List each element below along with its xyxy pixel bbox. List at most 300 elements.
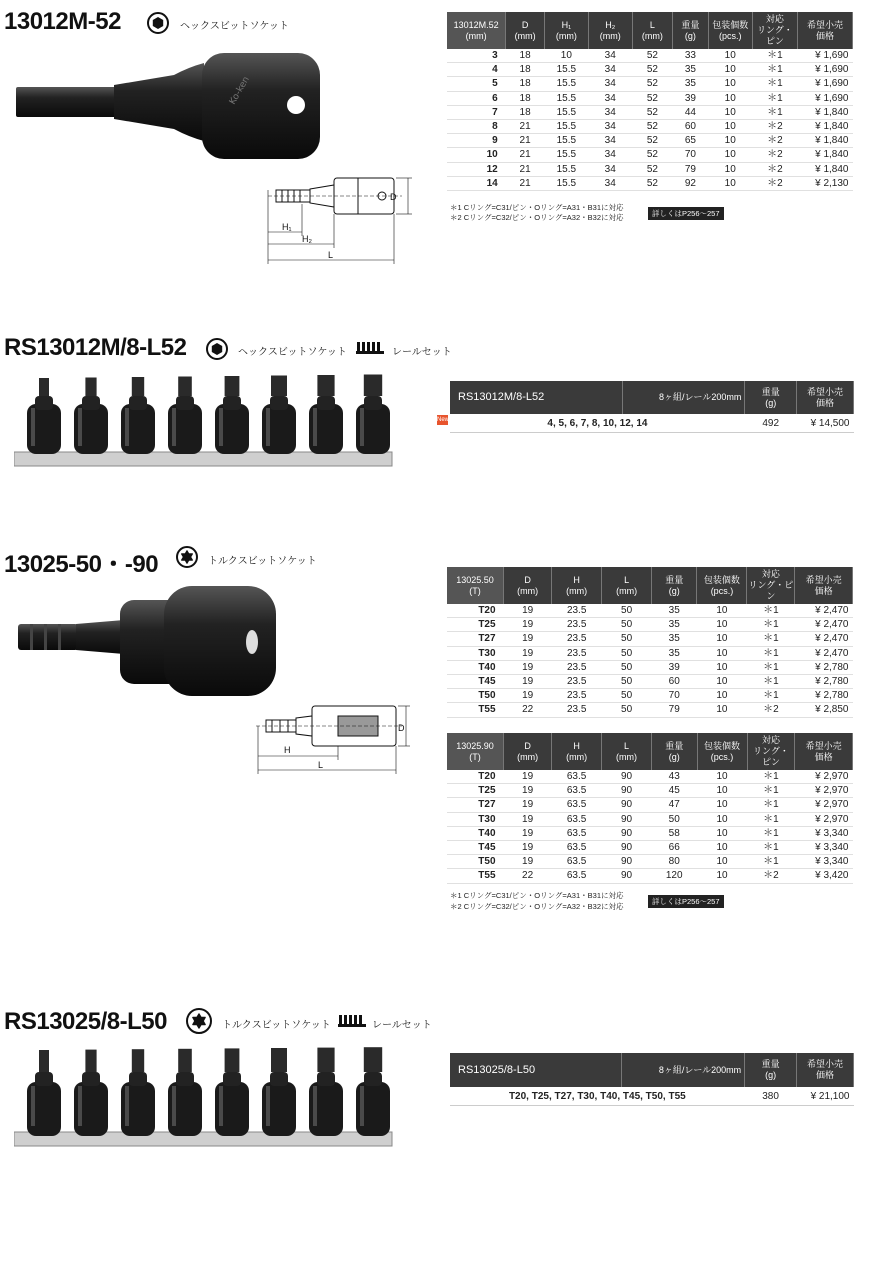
rail-socket: [121, 1049, 155, 1136]
page-reference-link[interactable]: 詳しくはP256～257: [648, 207, 724, 220]
section4-title: RS13025/8-L50: [4, 1008, 167, 1035]
rail-set-icon: [356, 342, 384, 354]
section1-type-label: ヘックスビットソケット: [180, 21, 289, 32]
rail-socket: [309, 375, 343, 454]
header-cell: H (mm): [552, 567, 602, 604]
table-cell: ＊2: [752, 119, 797, 133]
table-cell: 10: [697, 674, 747, 688]
table-cell: 52: [632, 162, 672, 176]
table-row: [447, 604, 853, 618]
table-cell: 50: [602, 660, 652, 674]
table-cell: 35: [652, 646, 697, 660]
table-cell: 10: [708, 176, 752, 190]
table-cell: 21: [506, 119, 545, 133]
table-cell: 90: [602, 812, 652, 826]
table-cell: 50: [602, 604, 652, 618]
rail-socket: [215, 1048, 249, 1136]
rail-socket: [27, 378, 61, 454]
table-cell: 90: [602, 798, 652, 812]
table-cell: ＊1: [747, 812, 795, 826]
table-cell: ¥ 2,970: [795, 770, 853, 784]
table-row: [447, 689, 853, 703]
table-cell: ＊1: [747, 604, 795, 618]
table-cell: ＊1: [747, 618, 795, 632]
header-cell: 希望小売 価格: [795, 733, 853, 770]
table-cell: 52: [632, 49, 672, 63]
table-cell: 50: [602, 674, 652, 688]
size-cell: 7: [447, 105, 506, 119]
header-cell: 重量 (g): [673, 12, 709, 49]
table-cell: 79: [652, 703, 697, 717]
table-cell: 19: [504, 784, 552, 798]
table-cell: 63.5: [552, 855, 602, 869]
size-cell: 8: [447, 119, 506, 133]
table-cell: 63.5: [552, 798, 602, 812]
size-cell: 6: [447, 91, 506, 105]
table-cell: 35: [673, 77, 709, 91]
table-cell: 39: [673, 91, 709, 105]
table-row: [447, 770, 853, 784]
rail-socket: [74, 1050, 108, 1136]
dim-label-h1: H₁: [282, 222, 292, 232]
table-cell: ¥ 2,970: [795, 798, 853, 812]
table-cell: 90: [602, 826, 652, 840]
table-cell: 35: [652, 632, 697, 646]
table-cell: 70: [673, 148, 709, 162]
table-cell: 23.5: [552, 689, 602, 703]
table-row: [447, 798, 853, 812]
note-ring-2: ＊2 Cリング=C32/ピン・Oリング=A32・B32に対応: [450, 902, 624, 911]
table-cell: ¥ 1,840: [797, 148, 852, 162]
table-cell: 23.5: [552, 674, 602, 688]
set-price-header: 希望小売 価格: [797, 1053, 854, 1087]
table-cell: 90: [602, 784, 652, 798]
table-cell: 10: [697, 632, 747, 646]
table-cell: ＊2: [752, 162, 797, 176]
table-cell: 34: [588, 91, 632, 105]
hexagon-icon: [147, 12, 169, 34]
table-cell: 10: [697, 855, 747, 869]
rail-set-icon: [338, 1015, 366, 1027]
header-cell: L (mm): [602, 567, 652, 604]
note-ring-1: ＊1 Cリング=C31/ピン・Oリング=A31・B31に対応: [450, 891, 624, 900]
torx-icon: [176, 546, 198, 568]
table-cell: 34: [588, 148, 632, 162]
table-cell: ＊1: [752, 91, 797, 105]
table-cell: ＊1: [752, 49, 797, 63]
table-cell: 34: [588, 105, 632, 119]
spec-table-13012m: [447, 12, 853, 191]
section4-rail-label: レールセット: [372, 1020, 432, 1031]
table-header-row: [447, 567, 853, 604]
table-cell: 10: [697, 770, 747, 784]
table-cell: 18: [506, 63, 545, 77]
table-cell: 10: [708, 49, 752, 63]
header-cell: 包装個数 (pcs.): [708, 12, 752, 49]
table-cell: 70: [652, 689, 697, 703]
table-cell: 120: [651, 869, 697, 883]
table-cell: ¥ 2,470: [795, 604, 853, 618]
table-cell: ＊2: [752, 134, 797, 148]
table-cell: 52: [632, 77, 672, 91]
table-row: [447, 869, 853, 883]
header-cell: 重量 (g): [651, 733, 697, 770]
table-cell: 34: [588, 77, 632, 91]
size-cell: T40: [447, 826, 504, 840]
rail-socket: [27, 1050, 61, 1136]
table-row: [450, 1087, 854, 1106]
size-cell: T40: [447, 660, 504, 674]
header-cell: 13012M.52 (mm): [447, 12, 506, 49]
table-cell: 19: [504, 618, 552, 632]
table-cell: 52: [632, 63, 672, 77]
torx-bit-socket-image: [14, 582, 284, 698]
table-cell: ＊1: [747, 689, 795, 703]
header-cell: 希望小売 価格: [795, 567, 853, 604]
table-cell: 39: [652, 660, 697, 674]
header-cell: 重量 (g): [652, 567, 697, 604]
table-cell: ¥ 3,340: [795, 855, 853, 869]
table-row: [447, 618, 853, 632]
set-model-header: RS13012M/8-L52: [450, 381, 622, 414]
table-cell: ¥ 2,470: [795, 632, 853, 646]
size-cell: 14: [447, 176, 506, 190]
section2-title: RS13012M/8-L52: [4, 334, 187, 361]
section3-type-label: トルクスビットソケット: [208, 556, 317, 567]
spec-table-13025-50: [447, 567, 853, 718]
table-cell: 10: [708, 77, 752, 91]
table-cell: 10: [697, 689, 747, 703]
table-row: [447, 632, 853, 646]
table-cell: ¥ 2,970: [795, 812, 853, 826]
header-cell: 包装個数 (pcs.): [697, 567, 747, 604]
dim-label-h: H: [284, 745, 291, 755]
table-cell: ＊1: [752, 63, 797, 77]
page-reference-link[interactable]: 詳しくはP256～257: [648, 895, 724, 908]
table-cell: 52: [632, 176, 672, 190]
table-cell: ＊1: [747, 632, 795, 646]
table-cell: 18: [506, 91, 545, 105]
table-cell: 19: [504, 689, 552, 703]
table-row: [447, 176, 853, 190]
table-cell: 18: [506, 105, 545, 119]
table-row: [447, 840, 853, 854]
torx-rail-set-image: [14, 1046, 394, 1158]
table-cell: 10: [697, 798, 747, 812]
table-cell: ＊1: [747, 674, 795, 688]
table-cell: 34: [588, 134, 632, 148]
table-cell: 44: [673, 105, 709, 119]
table-cell: 19: [504, 632, 552, 646]
table-cell: ＊1: [747, 646, 795, 660]
set-weight: 492: [745, 414, 797, 433]
size-cell: T30: [447, 812, 504, 826]
table-cell: ＊2: [752, 176, 797, 190]
header-cell: 対応 リング・ピン: [747, 733, 795, 770]
table-cell: ¥ 2,780: [795, 660, 853, 674]
table-cell: ¥ 2,850: [795, 703, 853, 717]
table-cell: 19: [504, 674, 552, 688]
rail-socket: [356, 375, 390, 455]
table-cell: 80: [651, 855, 697, 869]
size-cell: 9: [447, 134, 506, 148]
dim-label-d: D: [390, 192, 397, 202]
table-cell: 10: [708, 91, 752, 105]
table-cell: 10: [697, 604, 747, 618]
header-cell: H (mm): [552, 733, 602, 770]
table-cell: ¥ 3,340: [795, 826, 853, 840]
table-cell: 10: [708, 105, 752, 119]
set-weight-header: 重量 (g): [745, 381, 797, 414]
size-cell: 4: [447, 63, 506, 77]
hexagon-icon: [206, 338, 228, 360]
set-price: ¥ 14,500: [797, 414, 854, 433]
table-row: [447, 855, 853, 869]
table-cell: 10: [697, 703, 747, 717]
table-cell: ＊2: [747, 703, 795, 717]
table-cell: 21: [506, 162, 545, 176]
table-cell: 15.5: [544, 148, 588, 162]
table-cell: 35: [652, 618, 697, 632]
table-cell: 15.5: [544, 105, 588, 119]
table-cell: ＊1: [747, 798, 795, 812]
table-cell: 52: [632, 119, 672, 133]
size-cell: T20: [447, 604, 504, 618]
size-cell: T30: [447, 646, 504, 660]
table-cell: 10: [697, 618, 747, 632]
table-row: [447, 812, 853, 826]
header-cell: H₁ (mm): [544, 12, 588, 49]
table-cell: 15.5: [544, 63, 588, 77]
table-cell: 10: [697, 784, 747, 798]
table-cell: 23.5: [552, 646, 602, 660]
size-cell: T50: [447, 855, 504, 869]
table-cell: ¥ 1,690: [797, 91, 852, 105]
table-row: [447, 134, 853, 148]
table-cell: 10: [697, 869, 747, 883]
size-cell: T20: [447, 770, 504, 784]
table-cell: 22: [504, 869, 552, 883]
table-cell: 19: [504, 855, 552, 869]
table-cell: 23.5: [552, 703, 602, 717]
table-row: [447, 784, 853, 798]
table-row: [447, 91, 853, 105]
table-cell: 92: [673, 176, 709, 190]
rail-socket: [74, 378, 108, 455]
table-cell: 90: [602, 869, 652, 883]
table-cell: ¥ 2,780: [795, 674, 853, 688]
table-cell: 19: [504, 826, 552, 840]
table-cell: ＊2: [747, 869, 795, 883]
set-desc-header: 8ヶ組/レール200mm: [622, 1053, 745, 1087]
table-cell: 63.5: [552, 869, 602, 883]
table-cell: 10: [544, 49, 588, 63]
table-cell: 34: [588, 119, 632, 133]
table-cell: 15.5: [544, 77, 588, 91]
hex-rail-set-image: [14, 372, 394, 476]
table-cell: ＊1: [747, 784, 795, 798]
table-cell: 34: [588, 176, 632, 190]
table-cell: 50: [602, 646, 652, 660]
table-cell: 19: [504, 660, 552, 674]
table-row: [447, 77, 853, 91]
table-cell: 52: [632, 105, 672, 119]
table-cell: 50: [602, 703, 652, 717]
section1-title: 13012M-52: [4, 8, 121, 35]
table-cell: 79: [673, 162, 709, 176]
rail-socket: [262, 376, 296, 455]
set-weight: 380: [745, 1087, 797, 1106]
new-badge: New: [437, 417, 450, 423]
table-cell: 19: [504, 812, 552, 826]
section2-type-label: ヘックスビットソケット: [238, 347, 347, 358]
table-cell: 63.5: [552, 784, 602, 798]
table-cell: 10: [697, 840, 747, 854]
table-cell: ¥ 1,840: [797, 105, 852, 119]
table-cell: ¥ 1,690: [797, 49, 852, 63]
size-cell: T45: [447, 674, 504, 688]
table-cell: 90: [602, 855, 652, 869]
table-cell: ¥ 2,130: [797, 176, 852, 190]
size-cell: T27: [447, 632, 504, 646]
table-cell: ＊2: [752, 148, 797, 162]
rail-socket: [262, 1048, 296, 1136]
table-row: [447, 105, 853, 119]
table-cell: 18: [506, 49, 545, 63]
size-cell: 12: [447, 162, 506, 176]
table-cell: 33: [673, 49, 709, 63]
note-ring-2: ＊2 Cリング=C32/ピン・Oリング=A32・B32に対応: [450, 213, 624, 222]
rail: [14, 452, 392, 466]
header-cell: 包装個数 (pcs.): [697, 733, 747, 770]
table-cell: 15.5: [544, 119, 588, 133]
rail-socket: [215, 376, 249, 454]
table-cell: 45: [651, 784, 697, 798]
hex-bit-socket-image: [14, 45, 324, 165]
table-cell: 10: [697, 660, 747, 674]
table-cell: ¥ 2,970: [795, 784, 853, 798]
section2-rail-label: レールセット: [392, 347, 452, 358]
rail-socket: [309, 1048, 343, 1136]
section4-type-label: トルクスビットソケット: [222, 1020, 331, 1031]
set-price-header: 希望小売 価格: [797, 381, 854, 414]
table-cell: ¥ 3,340: [795, 840, 853, 854]
set-table-rs13012m: [450, 381, 854, 433]
header-cell: 対応 リング・ピン: [752, 12, 797, 49]
header-cell: 13025.50 (T): [447, 567, 504, 604]
table-cell: 19: [504, 840, 552, 854]
table-row: [450, 414, 854, 433]
size-cell: T55: [447, 703, 504, 717]
table-cell: ¥ 3,420: [795, 869, 853, 883]
table-cell: 18: [506, 77, 545, 91]
table-cell: 15.5: [544, 162, 588, 176]
table-cell: 15.5: [544, 134, 588, 148]
table-cell: 52: [632, 148, 672, 162]
table-cell: 90: [602, 770, 652, 784]
rail-socket: [121, 377, 155, 454]
table-row: [447, 49, 853, 63]
table-cell: 35: [652, 604, 697, 618]
table-row: [447, 660, 853, 674]
table-header-row: [447, 733, 853, 770]
table-cell: 50: [602, 632, 652, 646]
section3-title: 13025-50・-90: [4, 551, 159, 578]
table-cell: ¥ 1,840: [797, 119, 852, 133]
table-row: [447, 119, 853, 133]
table-cell: ¥ 2,780: [795, 689, 853, 703]
size-cell: 5: [447, 77, 506, 91]
table-cell: 50: [602, 689, 652, 703]
header-cell: 対応 リング・ピン: [747, 567, 795, 604]
header-cell: D (mm): [504, 733, 552, 770]
header-cell: L (mm): [602, 733, 652, 770]
table-cell: 47: [651, 798, 697, 812]
table-cell: 66: [651, 840, 697, 854]
rail-socket: [168, 1049, 202, 1136]
table-cell: 19: [504, 798, 552, 812]
table-cell: 19: [504, 646, 552, 660]
table-cell: ＊1: [747, 840, 795, 854]
table-cell: 60: [673, 119, 709, 133]
table-row: [447, 162, 853, 176]
table-cell: 63.5: [552, 812, 602, 826]
header-cell: 希望小売 価格: [797, 12, 852, 49]
table-cell: ¥ 1,690: [797, 77, 852, 91]
size-cell: 3: [447, 49, 506, 63]
table-cell: 63.5: [552, 826, 602, 840]
table-cell: 52: [632, 134, 672, 148]
table-cell: 63.5: [552, 770, 602, 784]
table-cell: 34: [588, 49, 632, 63]
table-cell: 35: [673, 63, 709, 77]
table-row: [447, 674, 853, 688]
table-cell: 10: [697, 646, 747, 660]
table-cell: 10: [708, 162, 752, 176]
table-cell: 22: [504, 703, 552, 717]
set-price: ¥ 21,100: [797, 1087, 854, 1106]
set-desc-header: 8ヶ組/レール200mm: [622, 381, 745, 414]
size-cell: T45: [447, 840, 504, 854]
table-cell: ¥ 1,840: [797, 134, 852, 148]
set-model-header: RS13025/8-L50: [450, 1053, 622, 1087]
table-cell: 63.5: [552, 840, 602, 854]
header-cell: L (mm): [632, 12, 672, 49]
table-cell: 19: [504, 604, 552, 618]
table-row: [447, 63, 853, 77]
table-cell: ＊1: [752, 77, 797, 91]
table-cell: 23.5: [552, 604, 602, 618]
table-cell: 10: [708, 119, 752, 133]
svg-text:Ko-ken: Ko-ken: [227, 75, 252, 107]
table-row: [447, 826, 853, 840]
table-cell: 21: [506, 148, 545, 162]
rail-socket: [168, 377, 202, 455]
table-cell: 65: [673, 134, 709, 148]
table-cell: 10: [708, 134, 752, 148]
set-table-rs13025: [450, 1053, 854, 1106]
size-cell: T25: [447, 784, 504, 798]
table-cell: ＊1: [747, 660, 795, 674]
size-cell: 10: [447, 148, 506, 162]
table-cell: 15.5: [544, 176, 588, 190]
dim-label-l: L: [328, 250, 334, 260]
table-cell: 60: [652, 674, 697, 688]
size-cell: T55: [447, 869, 504, 883]
set-sizes: T20, T25, T27, T30, T40, T45, T50, T55: [450, 1087, 745, 1106]
set-sizes: 4, 5, 6, 7, 8, 10, 12, 14: [450, 414, 745, 433]
spec-table-13025-90: [447, 733, 853, 884]
